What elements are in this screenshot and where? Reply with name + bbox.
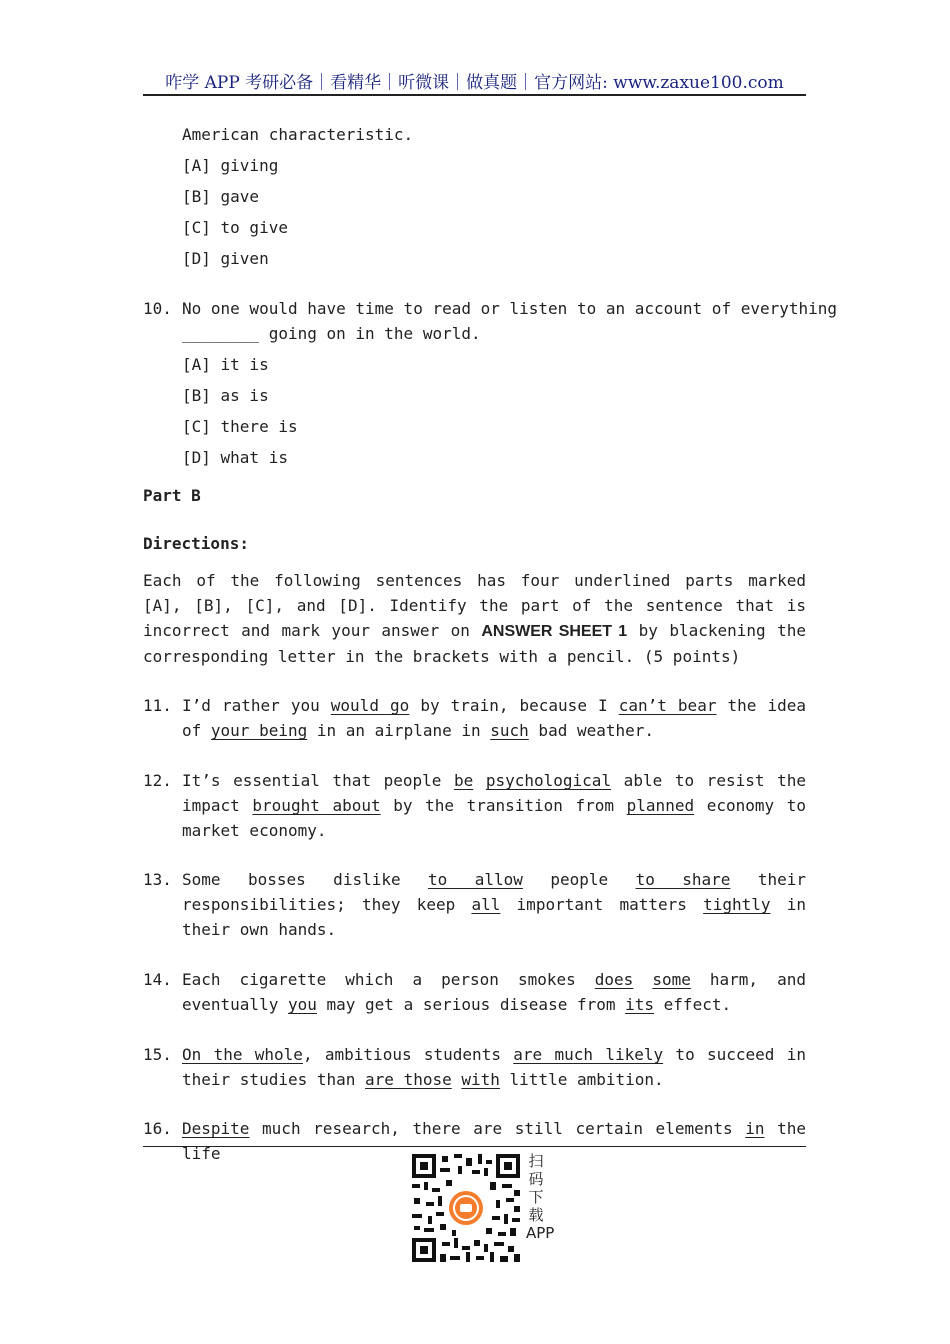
q14-text: Each cigarette which a person smokes does some harm, and eventually you may get a serious disease from its effect. bbox=[182, 970, 806, 1014]
q12-number: 12. bbox=[143, 771, 172, 790]
q16-option-b: in bbox=[745, 1119, 765, 1138]
q11-option-a: would go bbox=[330, 696, 410, 715]
q9-option-a: [A] giving bbox=[182, 156, 279, 175]
q15-option-b: are much likely bbox=[513, 1045, 664, 1064]
q10-blank: ________ bbox=[182, 324, 260, 343]
q13-option-a: to allow bbox=[428, 870, 523, 889]
q9-option-d: [D] given bbox=[182, 249, 269, 268]
q13-number: 13. bbox=[143, 870, 172, 889]
directions-text bbox=[143, 568, 806, 669]
directions-text-1: Each of the following sentences has four underlined parts marked [A], [B], [C], and [D]. Identify the part of the sentence that is incorrect and mark your answer on bbox=[143, 571, 806, 640]
q10-option-b: [B] as is bbox=[182, 386, 269, 405]
q15-option-c: are those bbox=[365, 1070, 452, 1089]
q16-number: 16. bbox=[143, 1119, 172, 1138]
q9-tail: American characteristic. bbox=[182, 125, 414, 144]
q11-option-d: such bbox=[490, 721, 529, 740]
q12-text: It’s essential that people be psychological able to resist the impact brought about by the transition from planned economy to market economy. bbox=[182, 771, 806, 840]
answer-sheet-label: ANSWER SHEET 1 bbox=[481, 623, 628, 640]
q13-text: Some bosses dislike to allow people to share their responsibilities; they keep all important matters tightly in their own hands. bbox=[182, 870, 807, 939]
q11-option-b: can’t bear bbox=[618, 696, 717, 715]
q9-option-b: [B] gave bbox=[182, 187, 260, 206]
page-header: 咋学 APP 考研必备｜看精华｜听微课｜做真题｜官方网站: www.zaxue100.com bbox=[165, 73, 784, 93]
q10-line2 bbox=[182, 324, 481, 344]
q15-option-d: with bbox=[461, 1070, 500, 1089]
q9-option-c: [C] to give bbox=[182, 218, 288, 237]
q10-line1: No one would have time to read or listen to an account of everything bbox=[182, 299, 838, 318]
q16-text: Despite much research, there are still certain elements in the life bbox=[182, 1119, 807, 1163]
directions-label: Directions: bbox=[143, 534, 249, 553]
q14-option-c: you bbox=[287, 995, 317, 1014]
q10-line2-text: going on in the world. bbox=[259, 324, 481, 343]
q11-text: I’d rather you would go by train, because I can’t bear the idea of your being in an airplane in such bad weather. bbox=[182, 696, 807, 740]
q12-option-c: brought about bbox=[252, 796, 381, 815]
q11-number: 11. bbox=[143, 696, 172, 715]
q15-number: 15. bbox=[143, 1045, 172, 1064]
q12-option-b: psychological bbox=[485, 771, 612, 790]
q13-option-c: all bbox=[471, 895, 501, 914]
q16-option-a: Despite bbox=[182, 1119, 250, 1138]
q11-option-c: your being bbox=[210, 721, 308, 740]
q13-option-b: to share bbox=[635, 870, 731, 889]
footer-rule bbox=[143, 1146, 806, 1147]
q14-option-b: some bbox=[652, 970, 691, 989]
q13-option-d: tightly bbox=[703, 895, 771, 914]
q15-text: On the whole, ambitious students are much likely to succeed in their studies than are those with little ambition. bbox=[182, 1045, 807, 1089]
q10-option-d: [D] what is bbox=[182, 448, 288, 467]
q14-number: 14. bbox=[143, 970, 172, 989]
q10-option-c: [C] there is bbox=[182, 417, 298, 436]
part-b-title: Part B bbox=[143, 486, 201, 505]
qr-code-image[interactable] bbox=[410, 1152, 522, 1264]
q15-option-a: On the whole bbox=[182, 1045, 303, 1064]
qr-download-label: 扫码下载APP bbox=[526, 1152, 555, 1242]
q14-option-d: its bbox=[625, 995, 655, 1014]
directions-text-2: by blackening the corresponding letter in the brackets with a pencil. (5 points) bbox=[143, 621, 807, 666]
q14-option-a: does bbox=[594, 970, 634, 989]
header-rule bbox=[143, 94, 806, 96]
q10-option-a: [A] it is bbox=[182, 355, 269, 374]
q12-option-d: planned bbox=[626, 796, 695, 815]
q10-number: 10. bbox=[143, 299, 172, 318]
q12-option-a: be bbox=[453, 771, 474, 790]
